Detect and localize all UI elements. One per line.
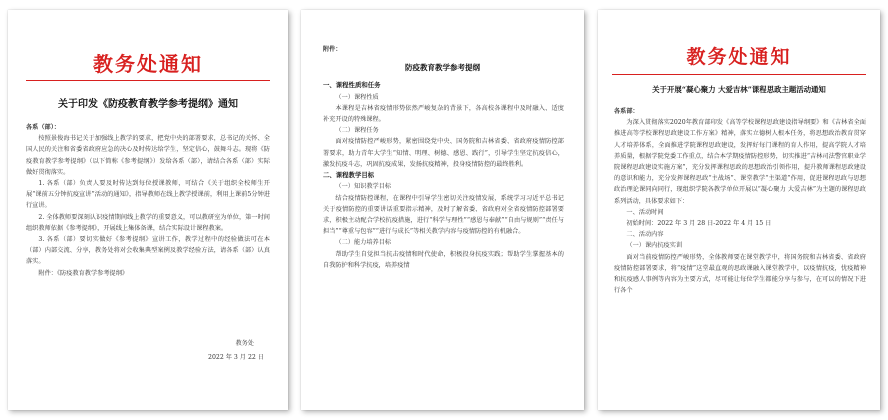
page1-header: 教务处通知	[93, 52, 203, 76]
page3-salutation: 各系部：	[614, 108, 639, 115]
page2-body	[323, 80, 564, 271]
page3-title: 关于开展“凝心聚力 大爱吉林”课程思政主题活动通知	[652, 85, 826, 94]
page1-signature: 教务处	[235, 340, 254, 347]
section-heading: 一、课程性质和任务	[323, 81, 381, 89]
page1-paragraph: 2. 全体教师要深刻认识疫情期间线上教学的重要意义，可以教研室为单位，第一时间组织教师依据《参考提纲》，开展线上集体备课，结合实际设计课程教案。	[26, 213, 270, 232]
page1-body	[26, 122, 270, 279]
document-page-2	[301, 10, 584, 410]
paragraph: 面对当前疫情防控严峻形势，全体教师要在课堂教学中，将国务院和吉林省委、省政府疫情防控部署要求，将“疫情”这堂最直观的思政课融入课堂教学中，以疫情抗疫，忧疫精神和抗疫感人事例等内容为主要方式，尽可能让每位学生都能分享与参与，在可以的情况下进行各个	[614, 253, 866, 295]
page1-attachment-line: 附件：《防疫教育教学参考提纲》	[38, 269, 129, 277]
page1-paragraph: 按照景俊海书记关于加强线上教学的要求，把党中央的部署要求，总书记的关怀、全国人民的关注和省委省政府应急的决心及时传达给学生，坚定信心，鼓舞斗志。现将《防疫教育教学参考提纲》（以下简称《参考提纲》）发给各系（部），请结合各系（部）实际做好贯彻落实。	[26, 135, 270, 176]
page3-body	[614, 106, 866, 296]
page1-date: 2022 年 3 月 22 日	[208, 354, 264, 361]
page2-title: 防疫教育教学参考提纲	[405, 63, 480, 72]
section-heading: 二、课程教学目标	[323, 170, 375, 179]
document-page-3	[598, 10, 880, 410]
page3-header-rule	[612, 74, 866, 75]
subsection-heading: （一）知识教学目标	[335, 183, 392, 191]
page1-header-rule	[26, 80, 270, 81]
page1-title: 关于印发《防疫教育教学参考提纲》通知	[58, 99, 238, 110]
document-page-1	[8, 10, 288, 410]
page1-paragraph: 1. 各系（部）负责人要及时传达到每位授课教师，可结合《关于组织全校师生开展“课前五分钟抗疫宣讲”活动的通知》，指导教师在线上教学授课前，利用上课前5分钟进行宣讲。	[26, 180, 270, 210]
paragraph: 帮助学生自觉担当抗击疫情和时代使命，积极投身抗疫实践；帮助学生掌握基本的自我防护和科学抗疫，培养疫情	[323, 250, 564, 269]
paragraph: 面对疫情防控严峻形势，紧密围绕党中央、国务院和吉林省委、省政府疫情防控部署要求，助力青年大学生“知情、明理、树德、感恩、践行”，引导学生坚定抗疫信心，激发抗疫斗志，巩固抗疫成果，发扬抗疫精神，投身疫情防控的最终胜利。	[323, 138, 564, 168]
page3-header: 教务处通知	[686, 46, 792, 68]
page1-salutation: 各系（部）：	[26, 124, 61, 131]
paragraph: 结合疫情防控课程，在课程中引导学生密切关注疫情发展，系统学习习近平总书记关于疫情防控的重要讲话重要指示精神，及时了解省委、省政府对全省疫情防控部署要求，积极主动配合学校抗疫措施，进行“科学与理性”“感恩与奉献”“自由与规则”“责任与担当”“尊重与包容”“进行与成长”等相关教学内容与疫情防控的有机融合。	[323, 194, 564, 236]
subsection-heading: （一）课程性质	[335, 93, 379, 101]
subsection-heading: （一）课内抗疫实训	[626, 242, 683, 250]
page2-attachment-label: 附件：	[323, 46, 342, 53]
paragraph: 为深入贯彻落实2020年教育部印发《高等学校课程思政建设指导纲要》和《吉林省全面推进高等学校课程思政建设工作方案》精神，落实立德树人根本任务，将思想政治教育贯穿人才培养体系，全面推进学院课程思政建设，发挥好每门课程的育人作用，提高学院人才培养质量，根据学院党委工作重点，结合本学期疫情防控形势，切实推进“吉林司法警官职业学院课程思政建设实施方案”，充分发挥课程思政的思想政治引领作用，提升教师课程思政建设的意识和能力，充分发挥课程思政“主战场”、课堂教学“主渠道”作用，促进课程思政与思想政治理论课同向同行，现组织学院各教学单位开展以“凝心聚力 大爱吉林”为主题的课程思政系列活动，具体要求如下：	[614, 119, 866, 205]
subsection-heading: 一、活动时间	[626, 208, 664, 216]
paragraph: 初始时间：2022 年 3 月 28 日-2022 年 4 月 15 日	[626, 220, 772, 228]
subsection-heading: （二）课程任务	[335, 127, 379, 135]
subsection-heading: 二、活动内容	[626, 231, 664, 239]
page1-paragraph: 3. 各系（部）要切实做好《参考提纲》宣讲工作，教学过程中的经验做法可在本（部）内部交流、分享，教务处将对会收集典型案例及教学经验方法，请各系（部）认真落实。	[26, 236, 270, 266]
paragraph: 本课程是吉林省疫情形势依然严峻复杂的背景下，各高校各课程中及时融入、适度补充开设的特殊课程。	[323, 104, 564, 123]
subsection-heading: （二）能力培养目标	[335, 239, 392, 247]
